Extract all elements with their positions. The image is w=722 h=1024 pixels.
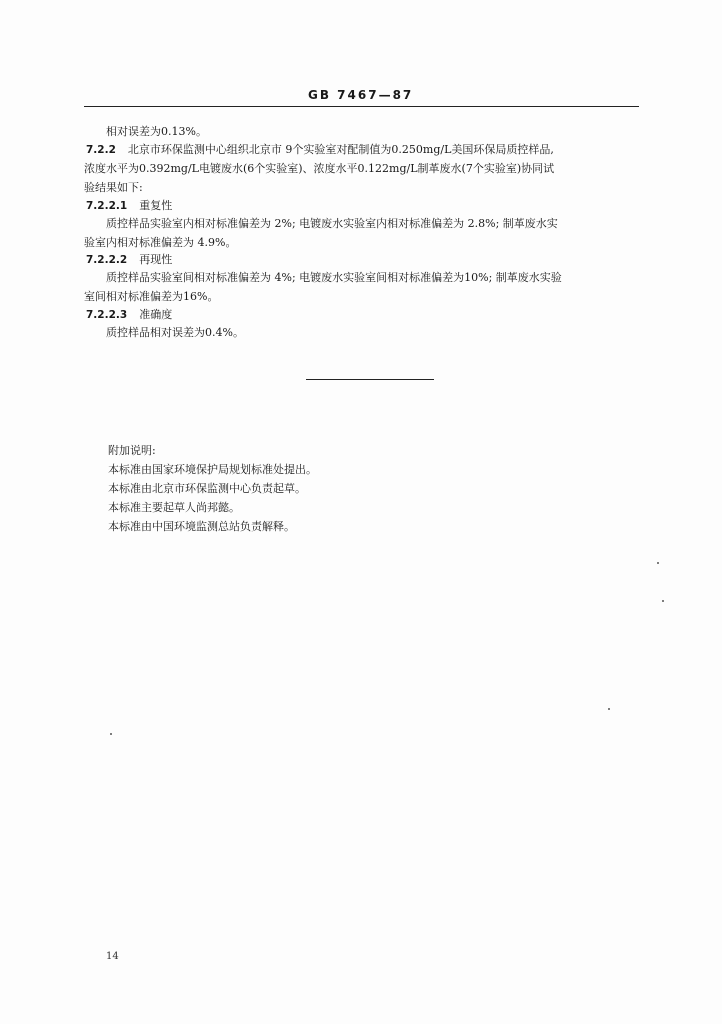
note-line: 本标准由国家环境保护局规划标准处提出。 [108,463,317,476]
text-line: 质控样品实验室内相对标准偏差为 2%; 电镀废水实验室内相对标准偏差为 2.8%; 制革废水实 [106,217,558,230]
section-7-2-2-3 [86,308,172,322]
section-number: 7.2.2.3 [86,309,128,321]
section-text: 北京市环保监测中心组织北京市 9个实验室对配制值为0.250mg/L美国环保局质控样品, [127,143,554,156]
section-7-2-2-2 [86,253,172,267]
scan-speck [608,708,610,710]
text-line: 浓度水平为0.392mg/L电镀废水(6个实验室)、浓度水平0.122mg/L制革废水(7个实验室)协同试 [84,162,555,175]
section-title: 准确度 [139,308,173,321]
section-7-2-2-1 [86,199,172,213]
header-rule [84,106,639,107]
note-line: 本标准由中国环境监测总站负责解释。 [108,520,295,533]
section-number: 7.2.2 [86,144,116,156]
end-of-text-rule [306,379,434,380]
text-line: 验室内相对标准偏差为 4.9%。 [84,236,237,249]
section-title: 重复性 [139,199,173,212]
section-number: 7.2.2.2 [86,254,128,266]
text-line-relative-error: 相对误差为0.13%。 [106,125,207,138]
text-line: 室间相对标准偏差为16%。 [84,290,219,303]
standard-code: GB 7467—87 [308,88,414,102]
scan-speck [110,733,112,735]
text-line: 验结果如下: [84,181,143,194]
scan-speck [657,562,659,564]
text-line: 质控样品相对误差为0.4%。 [106,326,244,339]
note-line: 本标准由北京市环保监测中心负责起草。 [108,482,306,495]
section-7-2-2 [86,143,554,157]
additional-notes-heading: 附加说明: [108,444,156,457]
page-number: 14 [106,951,119,962]
note-line: 本标准主要起草人尚邦懿。 [108,501,240,514]
scan-speck [662,600,664,602]
section-number: 7.2.2.1 [86,200,128,212]
section-title: 再现性 [139,253,173,266]
text-line: 质控样品实验室间相对标准偏差为 4%; 电镀废水实验室间相对标准偏差为10%; 制革废水实验 [106,271,562,284]
